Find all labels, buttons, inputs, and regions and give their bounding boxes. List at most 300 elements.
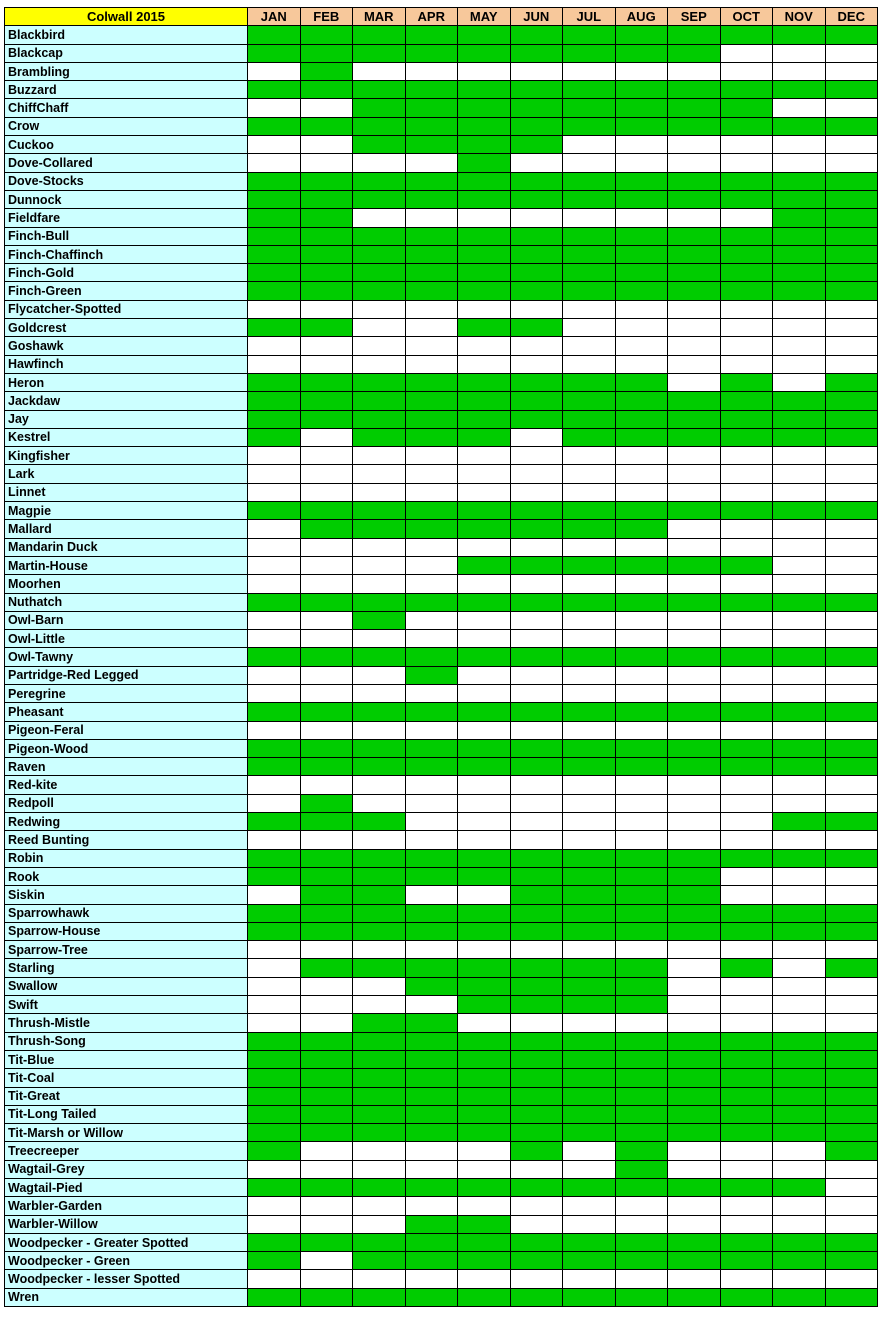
month-header-aug: AUG: [615, 8, 668, 26]
sighting-cell-empty: [615, 831, 668, 849]
sighting-cell-seen: [405, 703, 458, 721]
sighting-cell-seen: [353, 1105, 406, 1123]
sighting-cell-seen: [563, 373, 616, 391]
sighting-cell-seen: [720, 1069, 773, 1087]
sighting-cell-seen: [458, 867, 511, 885]
sighting-cell-seen: [615, 264, 668, 282]
sighting-cell-seen: [353, 245, 406, 263]
sighting-cell-seen: [405, 867, 458, 885]
sighting-cell-seen: [615, 556, 668, 574]
sighting-cell-empty: [300, 483, 353, 501]
sighting-cell-empty: [563, 684, 616, 702]
sighting-cell-empty: [825, 867, 878, 885]
sighting-cell-seen: [248, 849, 301, 867]
sighting-cell-seen: [353, 1288, 406, 1306]
sighting-cell-empty: [720, 941, 773, 959]
sighting-cell-empty: [615, 465, 668, 483]
sighting-cell-empty: [510, 721, 563, 739]
sighting-cell-empty: [353, 977, 406, 995]
sighting-cell-seen: [563, 282, 616, 300]
sighting-cell-empty: [773, 831, 826, 849]
sighting-cell-seen: [615, 410, 668, 428]
sighting-cell-empty: [773, 941, 826, 959]
sighting-cell-empty: [405, 575, 458, 593]
sighting-cell-seen: [458, 1050, 511, 1068]
sighting-cell-seen: [510, 1050, 563, 1068]
sighting-cell-seen: [668, 593, 721, 611]
sighting-cell-empty: [458, 794, 511, 812]
sighting-cell-empty: [615, 684, 668, 702]
sighting-cell-empty: [668, 977, 721, 995]
species-name: Jackdaw: [5, 392, 248, 410]
sighting-cell-seen: [300, 703, 353, 721]
sighting-cell-seen: [773, 392, 826, 410]
table-row: [5, 630, 878, 648]
sighting-cell-seen: [773, 1050, 826, 1068]
table-row: [5, 813, 878, 831]
sighting-cell-seen: [615, 81, 668, 99]
sighting-cell-seen: [300, 62, 353, 80]
month-header-oct: OCT: [720, 8, 773, 26]
table-row: [5, 1215, 878, 1233]
sighting-cell-empty: [615, 337, 668, 355]
sighting-cell-empty: [248, 575, 301, 593]
sighting-cell-seen: [615, 1032, 668, 1050]
sighting-cell-seen: [510, 739, 563, 757]
species-name: Hawfinch: [5, 355, 248, 373]
sighting-cell-seen: [458, 172, 511, 190]
sighting-cell-seen: [773, 739, 826, 757]
sighting-cell-empty: [615, 813, 668, 831]
sighting-cell-empty: [773, 556, 826, 574]
sighting-cell-seen: [668, 392, 721, 410]
sighting-cell-empty: [720, 1197, 773, 1215]
table-row: [5, 483, 878, 501]
sighting-cell-empty: [615, 630, 668, 648]
sighting-cell-seen: [405, 1069, 458, 1087]
sighting-cell-seen: [510, 1233, 563, 1251]
table-row: [5, 831, 878, 849]
species-name: Rook: [5, 867, 248, 885]
sighting-cell-seen: [668, 1050, 721, 1068]
sighting-cell-empty: [248, 977, 301, 995]
sighting-cell-empty: [300, 99, 353, 117]
sighting-cell-seen: [668, 556, 721, 574]
sighting-cell-seen: [773, 648, 826, 666]
sighting-cell-empty: [405, 337, 458, 355]
sighting-cell-empty: [353, 154, 406, 172]
sighting-cell-empty: [773, 959, 826, 977]
species-name: Finch-Chaffinch: [5, 245, 248, 263]
sighting-cell-seen: [458, 373, 511, 391]
sighting-cell-empty: [773, 575, 826, 593]
sighting-cell-seen: [248, 739, 301, 757]
species-name: Dove-Collared: [5, 154, 248, 172]
sighting-cell-seen: [353, 1069, 406, 1087]
sighting-cell-empty: [300, 1270, 353, 1288]
sighting-cell-seen: [248, 373, 301, 391]
sighting-cell-empty: [563, 136, 616, 154]
sighting-cell-seen: [458, 593, 511, 611]
species-name: Robin: [5, 849, 248, 867]
sighting-cell-seen: [510, 1179, 563, 1197]
sighting-cell-seen: [510, 556, 563, 574]
sighting-cell-seen: [405, 1179, 458, 1197]
sighting-cell-seen: [458, 44, 511, 62]
sighting-cell-empty: [615, 776, 668, 794]
sighting-cell-seen: [825, 282, 878, 300]
sighting-cell-seen: [720, 26, 773, 44]
sighting-cell-seen: [668, 648, 721, 666]
table-row: [5, 1069, 878, 1087]
sighting-cell-empty: [773, 1197, 826, 1215]
sighting-cell-empty: [563, 447, 616, 465]
sighting-cell-seen: [458, 520, 511, 538]
sighting-cell-empty: [405, 886, 458, 904]
sighting-cell-empty: [720, 977, 773, 995]
sighting-cell-empty: [773, 977, 826, 995]
sighting-cell-empty: [668, 1014, 721, 1032]
species-name: Tit-Coal: [5, 1069, 248, 1087]
sighting-cell-seen: [458, 1069, 511, 1087]
sighting-cell-seen: [563, 44, 616, 62]
sighting-cell-seen: [615, 428, 668, 446]
sighting-cell-seen: [405, 428, 458, 446]
sighting-cell-seen: [510, 227, 563, 245]
sighting-cell-seen: [510, 81, 563, 99]
sighting-cell-empty: [668, 611, 721, 629]
sighting-cell-empty: [720, 355, 773, 373]
sighting-cell-seen: [720, 428, 773, 446]
sighting-cell-seen: [248, 593, 301, 611]
sighting-cell-seen: [300, 922, 353, 940]
sighting-cell-empty: [353, 355, 406, 373]
sighting-cell-seen: [458, 190, 511, 208]
sighting-cell-seen: [615, 886, 668, 904]
sighting-cell-seen: [720, 190, 773, 208]
sighting-cell-seen: [458, 227, 511, 245]
sighting-cell-empty: [510, 1270, 563, 1288]
sighting-cell-empty: [773, 319, 826, 337]
sighting-cell-seen: [458, 1124, 511, 1142]
table-row: [5, 62, 878, 80]
sighting-cell-seen: [353, 264, 406, 282]
sighting-cell-empty: [458, 721, 511, 739]
sighting-cell-seen: [405, 117, 458, 135]
sighting-cell-seen: [668, 758, 721, 776]
sighting-cell-empty: [458, 1142, 511, 1160]
sighting-cell-seen: [510, 1032, 563, 1050]
sighting-cell-seen: [405, 99, 458, 117]
sighting-cell-seen: [510, 904, 563, 922]
sighting-cell-seen: [773, 172, 826, 190]
sighting-cell-seen: [405, 977, 458, 995]
sighting-cell-empty: [773, 886, 826, 904]
species-name: Swift: [5, 996, 248, 1014]
table-row: [5, 959, 878, 977]
sighting-cell-empty: [615, 941, 668, 959]
species-name: Lark: [5, 465, 248, 483]
sighting-cell-empty: [773, 62, 826, 80]
sighting-cell-seen: [773, 209, 826, 227]
sighting-cell-empty: [773, 520, 826, 538]
sighting-cell-empty: [458, 1160, 511, 1178]
sighting-cell-seen: [720, 849, 773, 867]
sighting-cell-empty: [563, 575, 616, 593]
sighting-cell-empty: [668, 1270, 721, 1288]
sighting-cell-empty: [353, 538, 406, 556]
sighting-cell-seen: [773, 593, 826, 611]
species-name: Finch-Bull: [5, 227, 248, 245]
sighting-cell-empty: [668, 813, 721, 831]
sighting-cell-empty: [510, 538, 563, 556]
sighting-cell-empty: [248, 447, 301, 465]
sighting-cell-empty: [720, 62, 773, 80]
sighting-cell-empty: [248, 538, 301, 556]
sighting-cell-empty: [773, 996, 826, 1014]
sighting-cell-seen: [248, 44, 301, 62]
sighting-cell-seen: [248, 1252, 301, 1270]
sighting-cell-seen: [405, 1124, 458, 1142]
sighting-cell-seen: [353, 739, 406, 757]
sighting-cell-seen: [300, 410, 353, 428]
sighting-cell-seen: [563, 648, 616, 666]
sighting-cell-seen: [773, 227, 826, 245]
sighting-cell-seen: [825, 117, 878, 135]
sighting-cell-seen: [563, 886, 616, 904]
sighting-cell-seen: [458, 502, 511, 520]
sighting-cell-seen: [510, 245, 563, 263]
sighting-cell-empty: [300, 337, 353, 355]
sighting-cell-seen: [773, 428, 826, 446]
table-row: [5, 319, 878, 337]
table-row: [5, 337, 878, 355]
sighting-cell-seen: [563, 1105, 616, 1123]
sighting-cell-empty: [458, 300, 511, 318]
sighting-cell-empty: [720, 483, 773, 501]
sighting-cell-seen: [300, 1069, 353, 1087]
sighting-cell-seen: [720, 1288, 773, 1306]
sighting-cell-empty: [300, 776, 353, 794]
sighting-cell-seen: [563, 1233, 616, 1251]
species-name: Pigeon-Wood: [5, 739, 248, 757]
sighting-cell-seen: [720, 99, 773, 117]
sighting-cell-empty: [458, 813, 511, 831]
sighting-cell-empty: [300, 556, 353, 574]
species-name: Finch-Gold: [5, 264, 248, 282]
table-row: [5, 1252, 878, 1270]
species-name: Tit-Marsh or Willow: [5, 1124, 248, 1142]
sighting-cell-empty: [825, 794, 878, 812]
sighting-cell-seen: [720, 1233, 773, 1251]
sighting-cell-seen: [405, 1032, 458, 1050]
table-row: [5, 1197, 878, 1215]
sighting-cell-seen: [353, 959, 406, 977]
sighting-cell-seen: [353, 190, 406, 208]
sighting-cell-empty: [458, 337, 511, 355]
table-row: [5, 465, 878, 483]
sighting-cell-seen: [773, 904, 826, 922]
sighting-cell-seen: [773, 245, 826, 263]
species-name: Flycatcher-Spotted: [5, 300, 248, 318]
sighting-cell-seen: [405, 739, 458, 757]
species-name: Owl-Tawny: [5, 648, 248, 666]
sighting-cell-seen: [353, 1124, 406, 1142]
sighting-cell-empty: [720, 666, 773, 684]
sighting-cell-seen: [825, 410, 878, 428]
sighting-cell-seen: [615, 1069, 668, 1087]
species-name: Redwing: [5, 813, 248, 831]
species-name: Buzzard: [5, 81, 248, 99]
table-row: [5, 447, 878, 465]
species-name: Cuckoo: [5, 136, 248, 154]
sighting-cell-empty: [773, 538, 826, 556]
sighting-cell-empty: [405, 447, 458, 465]
sighting-cell-seen: [248, 502, 301, 520]
sighting-cell-seen: [353, 1014, 406, 1032]
sighting-cell-empty: [825, 520, 878, 538]
sighting-cell-seen: [615, 245, 668, 263]
sighting-cell-empty: [720, 520, 773, 538]
sighting-cell-empty: [353, 209, 406, 227]
sighting-cell-empty: [510, 666, 563, 684]
species-name: Thrush-Mistle: [5, 1014, 248, 1032]
sighting-cell-seen: [510, 373, 563, 391]
sighting-cell-seen: [720, 282, 773, 300]
sighting-cell-empty: [668, 666, 721, 684]
month-header-dec: DEC: [825, 8, 878, 26]
table-row: [5, 520, 878, 538]
sighting-cell-seen: [615, 739, 668, 757]
species-name: Owl-Little: [5, 630, 248, 648]
sighting-cell-empty: [300, 1142, 353, 1160]
sighting-cell-seen: [353, 593, 406, 611]
sighting-cell-seen: [458, 410, 511, 428]
sighting-cell-empty: [405, 483, 458, 501]
month-header-may: MAY: [458, 8, 511, 26]
species-name: Tit-Great: [5, 1087, 248, 1105]
species-name: Wagtail-Pied: [5, 1179, 248, 1197]
sighting-cell-seen: [825, 1105, 878, 1123]
sighting-cell-seen: [668, 172, 721, 190]
sighting-cell-seen: [615, 227, 668, 245]
sighting-cell-empty: [510, 630, 563, 648]
sighting-cell-empty: [773, 794, 826, 812]
sighting-cell-seen: [353, 849, 406, 867]
sighting-cell-seen: [720, 739, 773, 757]
species-name: Starling: [5, 959, 248, 977]
sighting-cell-seen: [668, 703, 721, 721]
sighting-cell-seen: [563, 1288, 616, 1306]
sighting-cell-empty: [720, 337, 773, 355]
sighting-cell-empty: [615, 209, 668, 227]
species-name: Wren: [5, 1288, 248, 1306]
sighting-cell-empty: [563, 611, 616, 629]
sighting-cell-empty: [300, 465, 353, 483]
sighting-cell-empty: [405, 1270, 458, 1288]
sighting-cell-seen: [720, 959, 773, 977]
sighting-cell-empty: [248, 1160, 301, 1178]
sighting-cell-seen: [248, 758, 301, 776]
sighting-cell-seen: [300, 1032, 353, 1050]
sighting-cell-seen: [248, 703, 301, 721]
sighting-cell-seen: [668, 81, 721, 99]
sighting-cell-empty: [668, 1197, 721, 1215]
sighting-cell-seen: [563, 227, 616, 245]
sighting-cell-empty: [510, 154, 563, 172]
species-name: Goshawk: [5, 337, 248, 355]
table-row: [5, 99, 878, 117]
sighting-cell-empty: [720, 154, 773, 172]
sighting-cell-seen: [720, 648, 773, 666]
sighting-cell-empty: [353, 776, 406, 794]
sighting-cell-seen: [300, 1087, 353, 1105]
sighting-cell-empty: [668, 355, 721, 373]
sighting-cell-seen: [510, 977, 563, 995]
sighting-cell-seen: [615, 703, 668, 721]
sighting-cell-seen: [458, 959, 511, 977]
table-row: [5, 373, 878, 391]
sighting-cell-empty: [773, 666, 826, 684]
sighting-cell-empty: [405, 831, 458, 849]
sighting-cell-seen: [353, 867, 406, 885]
sighting-cell-empty: [615, 1215, 668, 1233]
sighting-cell-empty: [668, 520, 721, 538]
sighting-cell-empty: [563, 1142, 616, 1160]
sighting-cell-seen: [458, 81, 511, 99]
table-row: [5, 575, 878, 593]
sighting-cell-seen: [510, 319, 563, 337]
sighting-cell-seen: [563, 1087, 616, 1105]
sighting-cell-empty: [563, 154, 616, 172]
sighting-cell-empty: [825, 538, 878, 556]
species-name: Jay: [5, 410, 248, 428]
sighting-cell-seen: [510, 758, 563, 776]
sighting-cell-empty: [248, 154, 301, 172]
sighting-cell-empty: [300, 447, 353, 465]
sighting-cell-empty: [773, 1014, 826, 1032]
sighting-cell-seen: [825, 1142, 878, 1160]
sighting-cell-empty: [668, 136, 721, 154]
sighting-cell-empty: [825, 941, 878, 959]
species-name: Warbler-Willow: [5, 1215, 248, 1233]
sighting-cell-seen: [353, 227, 406, 245]
sighting-cell-seen: [300, 264, 353, 282]
sighting-cell-empty: [248, 794, 301, 812]
sighting-cell-seen: [405, 410, 458, 428]
sighting-cell-empty: [248, 776, 301, 794]
sighting-cell-empty: [825, 886, 878, 904]
sighting-cell-seen: [773, 264, 826, 282]
sighting-cell-seen: [458, 136, 511, 154]
sighting-cell-seen: [668, 1069, 721, 1087]
sighting-cell-seen: [510, 867, 563, 885]
sighting-cell-seen: [615, 922, 668, 940]
sighting-cell-seen: [248, 190, 301, 208]
sighting-cell-empty: [248, 355, 301, 373]
sighting-cell-empty: [615, 1270, 668, 1288]
sighting-cell-empty: [825, 337, 878, 355]
sighting-cell-seen: [353, 1050, 406, 1068]
sighting-cell-seen: [615, 26, 668, 44]
sighting-cell-seen: [405, 282, 458, 300]
sighting-cell-empty: [825, 1215, 878, 1233]
sighting-cell-seen: [720, 117, 773, 135]
sighting-cell-empty: [720, 1142, 773, 1160]
sighting-cell-empty: [615, 611, 668, 629]
sighting-cell-seen: [405, 172, 458, 190]
sighting-cell-seen: [405, 1233, 458, 1251]
